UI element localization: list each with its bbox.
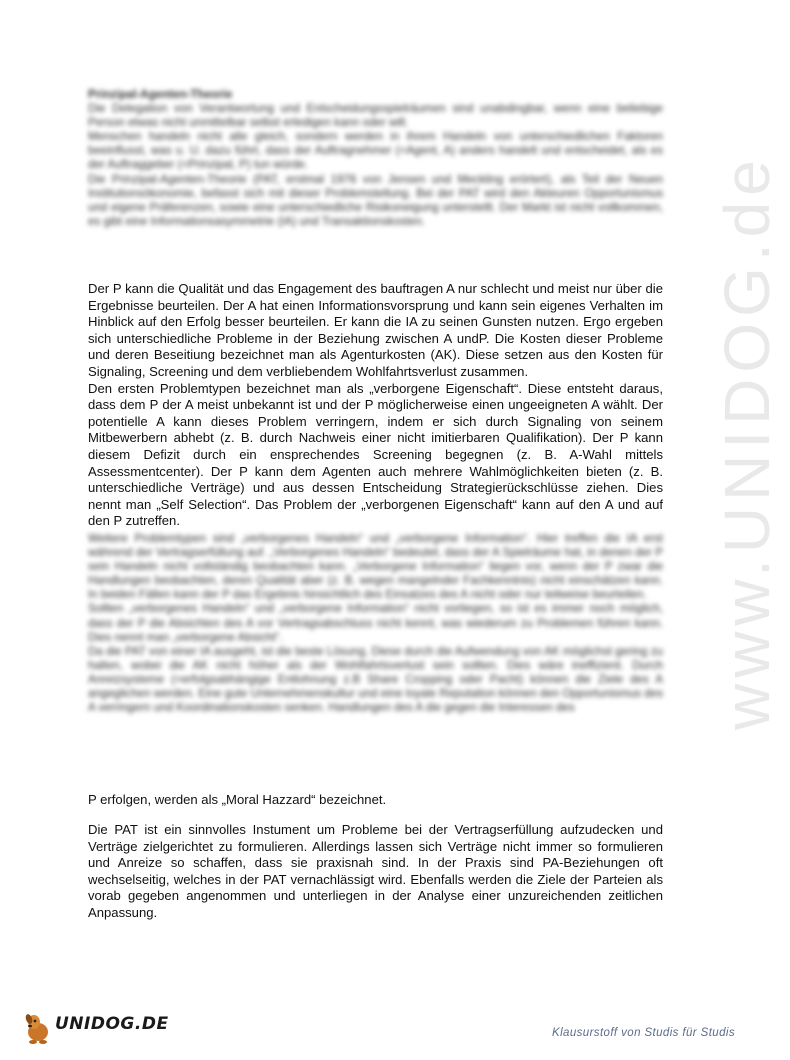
- main-text-section: [88, 281, 663, 530]
- unidog-logo[interactable]: [22, 1010, 172, 1052]
- footer-claim: Klausurstoff von Studis für Studis: [552, 1027, 735, 1039]
- blurred-paragraph: Menschen handeln nicht alle gleich, sondern werden in ihrem Handeln von unterschiedlichen Faktoren beeinflusst, was u. U. dazu führt, dass der Auftragnehmer (=Agent, A) anders handelt und entscheidet, als es der Auftraggeber (=Prinzipal, P) tun würde.: [88, 130, 663, 172]
- blurred-heading: Prinzipal-Agenten-Theorie: [88, 88, 233, 101]
- paragraph-agency-costs: Der P kann die Qualität und das Engagement des bauftragen A nur schlecht und meist nur über die Ergebnisse beurteilen. Der A hat einen Informationsvorsprung und kann sein eigenes Verhalten im Hinblick auf den Erfolg besser beurteilen. Er kann die IA zu seinen Gunsten nutzen. Ergo ergeben sich unterschiedliche Probleme in der Beziehung zwischen A undP. Die Kosten dieser Probleme und deren Beseitiung bezeichnet man als Agenturkosten (AK). Diese setzen aus den Kosten für Signaling, Screening und dem verbliebendem Wohlfahrtsverlust zusammen.: [88, 281, 663, 379]
- blurred-intro-section: [88, 88, 663, 229]
- blurred-middle-section: [88, 532, 663, 715]
- paragraph-conclusion: Die PAT ist ein sinnvolles Instument um Probleme bei der Vertragserfüllung aufzudecken und Verträge zielgerichtet zu formulieren. Allerdings lassen sich Verträge nicht immer so formulieren und Anreize so schaffen, dass sie praxisnah sind. In der Praxis sind PA-Beziehungen oft wechselseitig, welches in der PAT vernachlässigt wird. Ebenfalls werden die Ziele der Parteien als vorab gegeben angenommen und unterliegen in der Analyse einer unzureichenden zeitlichen Anpassung.: [88, 822, 663, 920]
- watermark: www.UNIDOG.de: [711, 154, 783, 730]
- blurred-paragraph: Da die PAT von einer IA ausgeht, ist die beste Lösung, Diese durch die Aufwendung von AK möglichst gering zu halten, wobei die AK nicht höher als der Wohlfahrtsverlust sein sollten. Dies wäre ineffizient. Durch Anreizsysteme (=erfolgsabhängige Entlohnung z.B Share Cropping oder Pacht) können die Ziele des A angeglichen werden. Eine gute Unternehmenskultur und eine loyale Reputation können den Opportunismus des A verringern und Koordinationskosten senken. Handlungen des A die gegen die Interessen des: [88, 644, 663, 715]
- paragraph-hidden-characteristics: Den ersten Problemtypen bezeichnet man als „verborgene Eigenschaft“. Diese entsteht daraus, dass dem P der A meist unbekannt ist und der P möglicherweise einen ungeeigneten A wählt. Der potentielle A kann dieses Problem verringern, indem er sich durch Signaling von seinem Mitbewerbern abhebt (z. B. durch Nachweis einer nicht imitierbaren Qualifikation). Der P kann diesem Defizit durch ein ensprechendes Screening begegnen (z. B. A-Wahl mittels Assessmentcenter). Der P kann dem Agenten auch mehrere Wahlmöglichkeiten bieten (z. B. unterschiedliche Verträge) und aus dessen Entscheidung Strategierückschlüsse ziehen. Dies nennt man „Self Selection“. Das Problem der „verborgenen Eigenschaft“ kann auf den A und auf den P zutreffen.: [88, 380, 663, 529]
- conclusion-section: [88, 822, 663, 922]
- blurred-paragraph: Sollten „verborgenes Handeln“ und „verborgene Information“ nicht vorliegen, so ist es immer noch möglich, dass der P die Absichten des A vor Vertragsabschluss nicht kennt, was wiederum zu Problemen führen kann. Dies nennt man „verborgene Absicht“.: [88, 602, 663, 644]
- blurred-paragraph: Die Prinzipal-Agenten-Theorie (PAT, erstmal 1976 von Jensen und Meckling erörtert), als Teil der Neuen Institutionsökonomie, befasst sich mit dieser Problemstellung. Bei der PAT wird den Akteuren Opportunismus und eigene Präferenzen, sowie eine unterschiedliche Risikoneigung unterstellt. Der Markt ist nicht vollkommen, es gibt eine Informationsasymmetrie (IA) und Transaktionskosten.: [88, 172, 663, 228]
- blurred-paragraph: Die Delegation von Verantwortung und Entscheidungsspielräumen sind unabdingbar, wenn eine beliebige Person etwas nicht unmittelbar selbst erledigen kann oder will.: [88, 102, 663, 130]
- moral-hazard-line: P erfolgen, werden als „Moral Hazzard“ bezeichnet.: [88, 792, 387, 807]
- dog-paw-icon: [22, 1010, 54, 1051]
- blurred-paragraph: Weitere Problemtypen sind „verborgenes Handeln“ und „verborgene Information“. Hier treffen die IA erst während der Vertragserfüllung auf. „Verborgenes Handeln“ bedeutet, dass der A Spielräume hat, in denen der P sein Handeln nicht vollständig beobachten kann. „Verborgene Information“ liegen vor, wenn der P zwar die Handlungen beobachten, deren Qualität aber (z. B. wegen mangelnder Fachkenntnis) nicht einschätzen kann. In beiden Fällen kann der P das Ergebnis hinsichtlich des Einsatzes des A nicht oder nur teilweise beurteilen.: [88, 532, 663, 602]
- moral-hazard-line-section: [88, 792, 663, 809]
- logo-text: UNIDOG.DE: [55, 1014, 169, 1034]
- page-footer: [0, 1000, 750, 1060]
